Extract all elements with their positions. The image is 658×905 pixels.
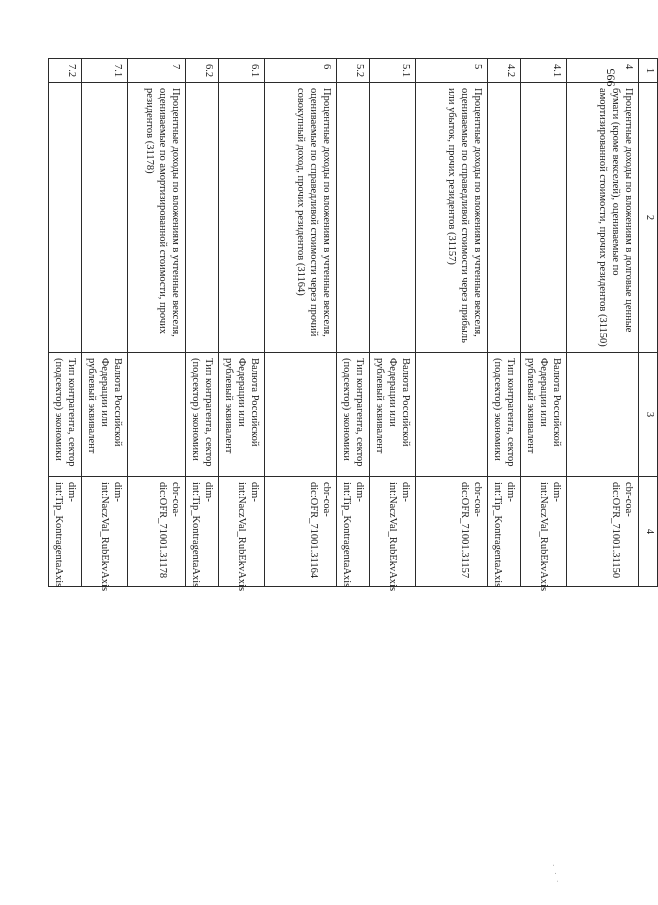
page-number: 995 bbox=[603, 68, 618, 87]
element-code: cbr-coa-dic:OFR_71001.31150 bbox=[567, 477, 639, 587]
column-header-3: 3 bbox=[639, 353, 658, 477]
table-row bbox=[369, 59, 415, 587]
dimension-name: Валюта Российской Федерации или рублевый эквивалент bbox=[520, 353, 566, 477]
row-number: 6.1 bbox=[218, 59, 264, 83]
element-code: dim-int:Tip_KontragentaAxis bbox=[487, 477, 520, 587]
dimension-name bbox=[415, 353, 487, 477]
indicator-name bbox=[487, 83, 520, 353]
indicator-name bbox=[218, 83, 264, 353]
row-number: 5.2 bbox=[336, 59, 369, 83]
header-row bbox=[639, 59, 658, 587]
row-number: 5 bbox=[415, 59, 487, 83]
element-code: dim-int:Tip_KontragentaAxis bbox=[336, 477, 369, 587]
element-code: cbr-coa-dic:OFR_71001.31157 bbox=[415, 477, 487, 587]
indicator-name bbox=[336, 83, 369, 353]
row-number: 7 bbox=[127, 59, 185, 83]
table-row bbox=[520, 59, 566, 587]
element-code: dim-int:NaczVal_RubEkvAxis bbox=[369, 477, 415, 587]
indicator-name: Процентные доходы по вложениям в учтенные векселя, оцениваемые по амортизированной стоимости, прочих резидентов (31178) bbox=[127, 83, 185, 353]
table-row bbox=[567, 59, 639, 587]
table-row bbox=[336, 59, 369, 587]
row-number: 4.1 bbox=[520, 59, 566, 83]
row-number: 6.2 bbox=[185, 59, 218, 83]
indicator-name bbox=[520, 83, 566, 353]
row-number: 6 bbox=[264, 59, 336, 83]
element-code: dim-int:NaczVal_RubEkvAxis bbox=[218, 477, 264, 587]
dimension-name: Валюта Российской Федерации или рублевый эквивалент bbox=[81, 353, 127, 477]
column-header-2: 2 bbox=[639, 83, 658, 353]
table-row bbox=[415, 59, 487, 587]
table-row bbox=[127, 59, 185, 587]
indicator-name bbox=[81, 83, 127, 353]
dimension-name: Тип контрагента, сектор (подсектор) экономики bbox=[336, 353, 369, 477]
column-header-1: 1 bbox=[639, 59, 658, 83]
row-number: 5.1 bbox=[369, 59, 415, 83]
table-row bbox=[185, 59, 218, 587]
scan-artifact: . · ` bbox=[551, 862, 560, 882]
dimension-name bbox=[127, 353, 185, 477]
indicator-name: Процентные доходы по вложениям в долговые ценные бумаги (кроме векселей), оцениваемые по амортизированной стоимости, прочих резидентов (31150) bbox=[567, 83, 639, 353]
row-number: 4.2 bbox=[487, 59, 520, 83]
dimension-name: Тип контрагента, сектор (подсектор) экономики bbox=[185, 353, 218, 477]
indicator-name: Процентные доходы по вложениям в учтенные векселя, оцениваемые по справедливой стоимости через прибыль или убыток, прочих резидентов (31157) bbox=[415, 83, 487, 353]
element-code: dim-int:NaczVal_RubEkvAxis bbox=[81, 477, 127, 587]
dimension-name: Валюта Российской Федерации или рублевый эквивалент bbox=[218, 353, 264, 477]
element-code: dim-int:NaczVal_RubEkvAxis bbox=[520, 477, 566, 587]
element-code: cbr-coa-dic:OFR_71001.31178 bbox=[127, 477, 185, 587]
element-code: dim-int:Tip_KontragentaAxis bbox=[48, 477, 81, 587]
dimension-name bbox=[264, 353, 336, 477]
table-row bbox=[487, 59, 520, 587]
dimension-name: Валюта Российской Федерации или рублевый эквивалент bbox=[369, 353, 415, 477]
row-number: 7.1 bbox=[81, 59, 127, 83]
table-row bbox=[48, 59, 81, 587]
rotated-table-frame bbox=[48, 58, 658, 592]
element-code: dim-int:Tip_KontragentaAxis bbox=[185, 477, 218, 587]
column-header-4: 4 bbox=[639, 477, 658, 587]
row-number: 7.2 bbox=[48, 59, 81, 83]
element-code: cbr-coa-dic:OFR_71001.31164 bbox=[264, 477, 336, 587]
dimension-name: Тип контрагента, сектор (подсектор) экономики bbox=[48, 353, 81, 477]
table-row bbox=[264, 59, 336, 587]
dimension-name: Тип контрагента, сектор (подсектор) экономики bbox=[487, 353, 520, 477]
table-row bbox=[81, 59, 127, 587]
indicator-name: Процентные доходы по вложениям в учтенные векселя, оцениваемые по справедливой стоимости через прочий совокупный доход, прочих резидентов (31164) bbox=[264, 83, 336, 353]
indicator-name bbox=[369, 83, 415, 353]
dimension-name bbox=[567, 353, 639, 477]
row-number: 4 bbox=[567, 59, 639, 83]
table-row bbox=[218, 59, 264, 587]
indicator-name bbox=[48, 83, 81, 353]
indicator-name bbox=[185, 83, 218, 353]
data-table bbox=[48, 58, 658, 592]
